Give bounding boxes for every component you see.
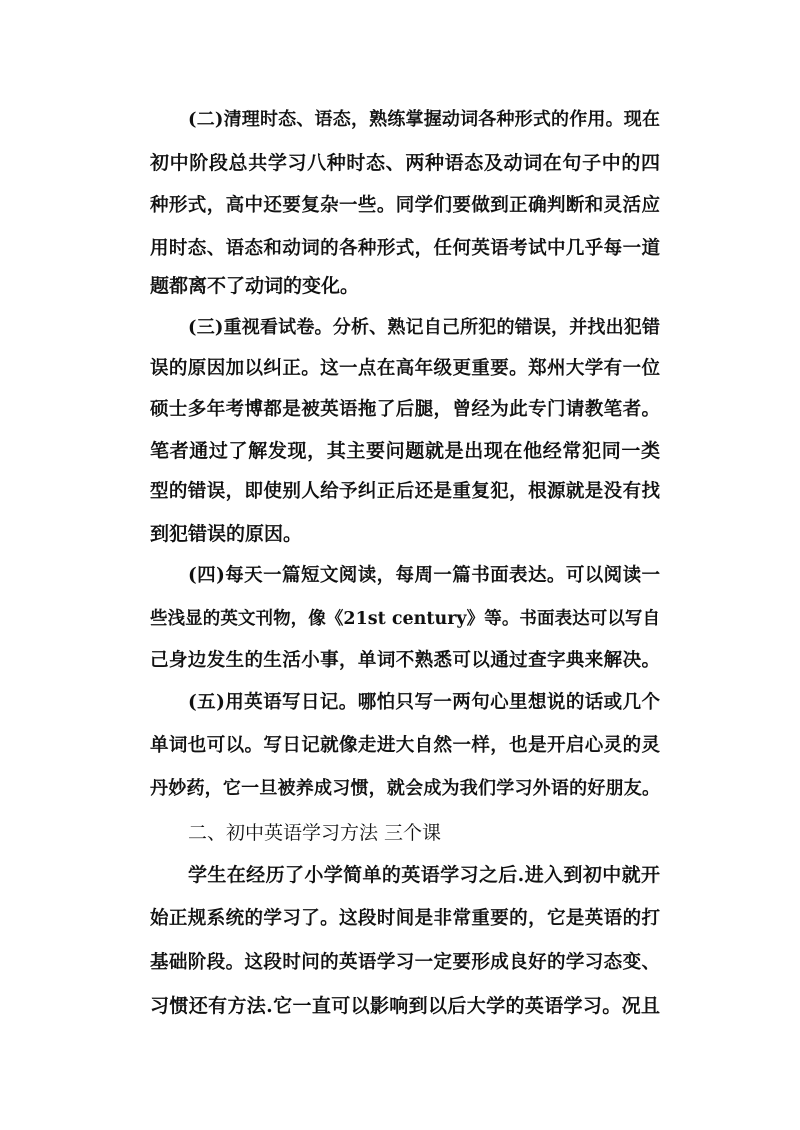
paragraph-line: 型的错误，即使别人给予纠正后还是重复犯，根源就是没有找 (150, 481, 660, 502)
paragraph-line: 单词也可以。写日记就像走进大自然一样，也是开启心灵的灵 (150, 735, 660, 756)
paragraph-line: (四)每天一篇短文阅读，每周一篇书面表达。可以阅读一 (188, 565, 660, 586)
paragraph-line: (三)重视看试卷。分析、熟记自己所犯的错误，并找出犯错 (188, 317, 660, 338)
paragraph-line: (五)用英语写日记。哪怕只写一两句心里想说的话或几个 (188, 692, 660, 713)
paragraph-line: 习惯还有方法.它一直可以影响到以后大学的英语学习。况且 (150, 995, 660, 1017)
paragraph-line: 丹妙药，它一旦被养成习惯，就会成为我们学习外语的好朋友。 (150, 778, 660, 799)
paragraph-line: 始正规系统的学习了。这段时间是非常重要的，它是英语的打 (150, 908, 660, 929)
paragraph-line: 些浅显的英文刊物，像《21st century》等。书面表达可以写自 (150, 609, 660, 629)
paragraph-line: 初中阶段总共学习八种时态、两种语态及动词在句子中的四 (150, 152, 660, 174)
paragraph-line: (二)清理时态、语态，熟练掌握动词各种形式的作用。现在 (188, 109, 660, 130)
paragraph-line: 误的原因加以纠正。这一点在高年级更重要。郑州大学有一位 (150, 358, 660, 379)
paragraph-line: 种形式，高中还要复杂一些。同学们要做到正确判断和灵活应 (150, 195, 660, 216)
paragraph-line: 题都离不了动词的变化。 (150, 275, 360, 297)
paragraph-line: 到犯错误的原因。 (150, 523, 303, 545)
paragraph-line: 用时态、语态和动词的各种形式，任何英语考试中几乎每一道 (150, 238, 660, 259)
paragraph-line: 笔者通过了解发现，其主要问题就是出现在他经常犯同一类 (150, 440, 660, 462)
paragraph-line: 己身边发生的生活小事，单词不熟悉可以通过查字典来解决。 (150, 650, 660, 671)
paragraph-line: 硕士多年考博都是被英语拖了后腿，曾经为此专门请教笔者。 (150, 399, 660, 420)
paragraph-line: 基础阶段。这段时问的英语学习一定要形成良好的学习态变、 (150, 952, 660, 973)
paragraph-line: 学生在经历了小学简单的英语学习之后.进入到初中就开 (188, 864, 660, 886)
section-heading: 二、初中英语学习方法 三个课 (188, 822, 442, 844)
